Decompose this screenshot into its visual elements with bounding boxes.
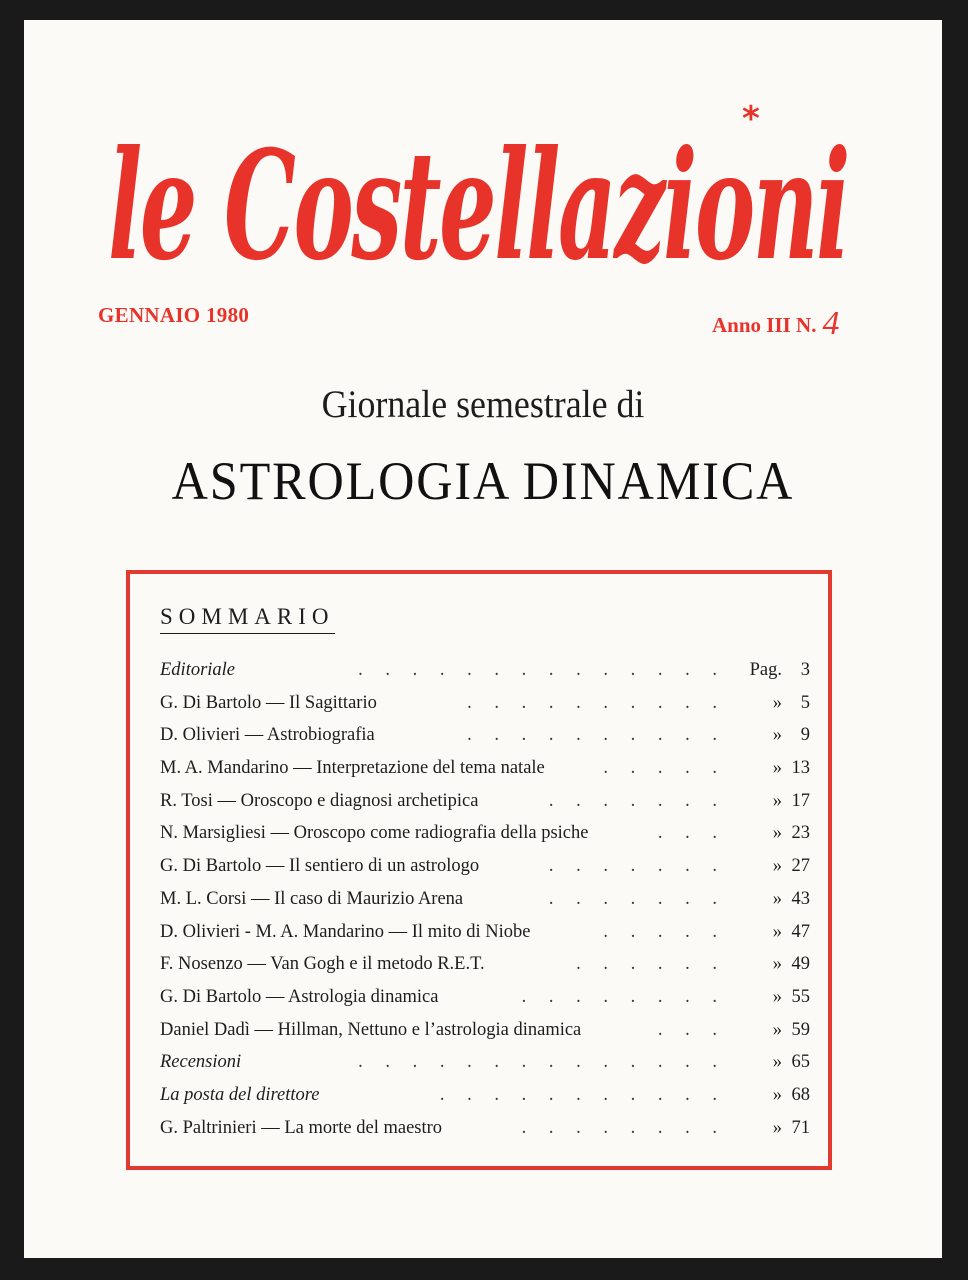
toc-dots: . . . . . (603, 758, 726, 779)
toc-marker: » (772, 1084, 782, 1105)
toc-page: 13 (791, 758, 810, 779)
headline: ASTROLOGIA DINAMICA (171, 451, 795, 511)
toc-page: 68 (791, 1084, 810, 1105)
toc-dots: . . . . . . . . . . (467, 725, 726, 746)
toc-row (160, 889, 810, 922)
toc-row (160, 758, 810, 791)
toc-marker: » (772, 790, 782, 811)
issue-date: GENNAIO 1980 (98, 303, 250, 327)
toc-marker: Pag. (749, 660, 782, 680)
toc-dots: . . . (657, 823, 726, 844)
toc-marker: » (772, 692, 782, 713)
toc-dots: . . . . . . . . (521, 1117, 726, 1138)
toc-page: 59 (791, 1019, 810, 1040)
toc-row (160, 823, 810, 856)
toc-entry: M. A. Mandarino — Interpretazione del tema natale (160, 758, 545, 779)
toc-entry: D. Olivieri - M. A. Mandarino — Il mito di Niobe (160, 921, 531, 942)
toc-page: 5 (800, 692, 810, 713)
toc-heading: SOMMARIO (160, 604, 335, 634)
toc-dots: . . . . . . . . (521, 986, 726, 1007)
masthead-title (102, 68, 882, 308)
toc-row (160, 1085, 810, 1118)
toc-marker: » (772, 1117, 782, 1138)
toc-marker: » (772, 856, 782, 877)
toc-row (160, 922, 810, 955)
toc-marker: » (772, 921, 782, 942)
masthead-title-text: le Costellazioni (108, 118, 848, 294)
toc-dots: . . . . . (603, 921, 726, 942)
toc-entry: G. Di Bartolo — Astrologia dinamica (160, 986, 439, 1007)
toc-row (160, 1020, 810, 1053)
toc-entry: D. Olivieri — Astrobiografia (160, 725, 375, 746)
toc-row (160, 1118, 810, 1151)
toc-row (160, 987, 810, 1020)
toc-dots: . . . . . . . (548, 856, 726, 877)
toc-page: 17 (791, 790, 810, 811)
toc-page: 23 (791, 823, 810, 844)
toc-dots: . . . . . . . (548, 888, 726, 909)
toc-marker: » (772, 1019, 782, 1040)
toc-dots: . . . . . . . . . . (467, 692, 726, 713)
toc-row (160, 954, 810, 987)
toc-dots: . . . (657, 1019, 726, 1040)
toc-entry: Recensioni (160, 1052, 242, 1073)
asterisk-icon: * (742, 99, 760, 139)
toc-page: 9 (800, 725, 810, 746)
table-of-contents (126, 570, 832, 1170)
toc-entry: F. Nosenzo — Van Gogh e il metodo R.E.T. (160, 954, 485, 975)
toc-row (160, 1052, 810, 1085)
toc-page: 27 (791, 856, 810, 877)
toc-marker: » (772, 725, 782, 746)
toc-row (160, 856, 810, 889)
toc-marker: » (772, 1052, 782, 1073)
masthead-logo (102, 68, 882, 308)
toc-entry: Editoriale (160, 660, 236, 680)
toc-page: 55 (791, 986, 810, 1007)
toc-marker: » (772, 888, 782, 909)
toc-entry: R. Tosi — Oroscopo e diagnosi archetipica (160, 790, 479, 811)
issue-label: Anno III N. (712, 313, 817, 337)
toc-marker: » (772, 758, 782, 779)
toc-dots: . . . . . . . (548, 790, 726, 811)
toc-row (160, 693, 810, 726)
toc-entry: G. Di Bartolo — Il sentiero di un astrologo (160, 856, 480, 877)
toc-row (160, 791, 810, 824)
toc-entry: G. Paltrinieri — La morte del maestro (160, 1117, 443, 1138)
toc-page: 65 (791, 1052, 810, 1073)
toc-page: 43 (791, 888, 810, 909)
subtitle: Giornale semestrale di (321, 383, 645, 426)
toc-marker: » (772, 954, 782, 975)
toc-marker: » (772, 823, 782, 844)
toc-entry: G. Di Bartolo — Il Sagittario (160, 692, 377, 713)
toc-dots: . . . . . . . . . . . . . . (358, 660, 726, 680)
toc-entry: M. L. Corsi — Il caso di Maurizio Arena (160, 888, 464, 909)
magazine-cover (24, 20, 942, 1258)
toc-dots: . . . . . . . . . . . (439, 1084, 726, 1105)
toc-entry: Daniel Dadì — Hillman, Nettuno e l’astrologia dinamica (160, 1019, 582, 1040)
toc-dots: . . . . . . (576, 954, 726, 975)
toc-row (160, 660, 810, 693)
toc-page: 49 (791, 954, 810, 975)
toc-marker: » (772, 986, 782, 1007)
toc-dots: . . . . . . . . . . . . . . (358, 1052, 726, 1073)
toc-page: 47 (791, 921, 810, 942)
issue-number: 4 (822, 305, 840, 342)
toc-page: 71 (791, 1117, 810, 1138)
issue-number-block (712, 303, 839, 341)
toc-entry: La posta del direttore (160, 1084, 320, 1105)
toc-row (160, 725, 810, 758)
toc-page: 3 (800, 660, 810, 680)
toc-list (160, 660, 810, 1150)
toc-entry: N. Marsigliesi — Oroscopo come radiografia della psiche (160, 823, 589, 844)
